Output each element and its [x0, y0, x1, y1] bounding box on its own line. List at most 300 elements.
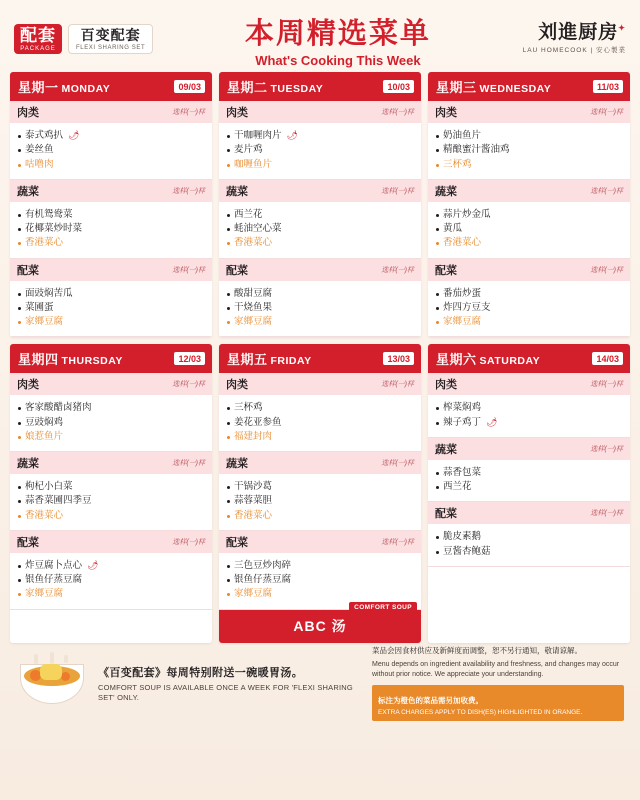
menu-section: [219, 101, 421, 180]
dish-item: [18, 559, 204, 573]
dish-item: [436, 315, 622, 329]
day-name-en: WEDNESDAY: [479, 83, 552, 95]
dish-list: [428, 123, 630, 179]
section-title: 蔬菜: [226, 458, 248, 470]
section-header: [428, 180, 630, 202]
dish-name: 面豉焖苦瓜: [25, 287, 73, 299]
section-note: 选样(一)样: [590, 266, 623, 274]
day-date: 12/03: [174, 352, 205, 365]
day-name-cn: 星期四: [18, 352, 59, 368]
section-title: 肉类: [17, 107, 39, 119]
day-card: [10, 72, 212, 337]
brand-sup-icon: ✦: [618, 24, 626, 34]
section-title: 蔬菜: [226, 185, 248, 198]
section-note: 选样(一)样: [172, 187, 205, 195]
menu-section: [10, 259, 212, 338]
section-note: 选样(一)样: [172, 538, 205, 546]
section-title: 配菜: [435, 264, 457, 277]
steam-icon-2: [50, 652, 54, 664]
dish-name: 炸四方豆支: [443, 301, 491, 313]
flexi-badge-en: FLEXI SHARING SET: [76, 44, 146, 51]
dish-name: 香港菜心: [234, 237, 273, 249]
dish-name: 娘惹鱼片: [25, 430, 64, 442]
section-note: 选样(一)样: [172, 109, 205, 116]
section-note: 选样(一)样: [172, 460, 205, 467]
steam-icon-3: [64, 655, 68, 663]
bullet-icon: [436, 407, 439, 410]
dish-name: 家鄉豆腐: [234, 316, 273, 327]
page-header: [10, 8, 630, 70]
bullet-icon: [436, 242, 439, 245]
bullet-icon: [227, 164, 230, 167]
dish-name: 客家酸醋卤猪肉: [25, 402, 92, 414]
dish-name: 干咖喱肉片: [234, 130, 282, 141]
dish-list: [428, 460, 630, 502]
soup-bowl-icon: [16, 654, 88, 714]
bullet-icon: [18, 214, 21, 217]
chili-icon: 🌶: [87, 559, 99, 570]
section-header: [428, 438, 630, 460]
dish-item: [18, 158, 204, 172]
dish-item: [436, 208, 622, 222]
package-badge: [14, 24, 153, 55]
dish-item: [18, 315, 204, 329]
bullet-icon: [18, 307, 21, 310]
section-title: 配菜: [17, 536, 39, 549]
package-badge-cn: 配套: [20, 25, 56, 45]
section-header: [219, 101, 421, 123]
section-note: 选样(一)样: [381, 109, 414, 116]
dish-name: 姜花亚参鱼: [234, 416, 282, 428]
section-header: [10, 101, 212, 123]
dish-item: [436, 530, 622, 544]
bullet-icon: [18, 293, 21, 296]
brand-logo: [523, 23, 626, 54]
dish-name: 咖喱鱼片: [234, 158, 273, 170]
dish-name: 蒜蓉菜胆: [234, 495, 273, 507]
dish-list: [428, 524, 630, 566]
dish-name: 有机鸳鸯菜: [25, 208, 73, 220]
promo-text-cn: 《百变配套》每周特别附送一碗暖胃汤。: [98, 666, 304, 679]
dish-item: [436, 143, 622, 157]
day-name-cn: 星期六: [436, 352, 477, 368]
bullet-icon: [227, 565, 230, 568]
dish-list: [428, 395, 630, 437]
notice-text-en: Menu depends on ingredient availability and freshness, and changes may occur without prior notice. We appreciate your understanding.: [372, 660, 620, 678]
bullet-icon: [18, 321, 21, 324]
dish-item: [227, 143, 413, 157]
section-note: 选样(一)样: [381, 266, 414, 274]
day-header: [219, 344, 421, 373]
dish-name: 姜丝鱼: [25, 144, 54, 156]
dish-list: [428, 281, 630, 337]
section-title: 肉类: [435, 379, 457, 392]
day-card: [219, 344, 421, 642]
section-title: 蔬菜: [435, 185, 457, 198]
dish-item: [18, 208, 204, 222]
dish-list: [219, 474, 421, 530]
comfort-soup-strip: [219, 603, 421, 643]
day-name-cn: 星期五: [227, 352, 268, 368]
day-name-en: THURSDAY: [61, 355, 123, 368]
dish-item: [227, 287, 413, 301]
notice-text-cn: 菜品会因食材供应及新鲜度而调整，恕不另行通知，敬请谅解。: [372, 646, 582, 656]
dish-list: [10, 202, 212, 258]
dish-item: [436, 158, 622, 172]
dish-item: [18, 401, 204, 415]
dish-list: [219, 202, 421, 258]
section-note: 选样(一)样: [381, 381, 414, 389]
dish-item: [18, 143, 204, 157]
bullet-icon: [227, 307, 230, 310]
dish-list: [10, 395, 212, 451]
package-badge-red: [14, 24, 62, 54]
dish-name: 豆豉焖鸡: [25, 416, 64, 428]
day-date: 13/03: [383, 352, 414, 365]
dish-name: 香港菜心: [25, 237, 64, 249]
day-name: [436, 349, 540, 368]
day-header: [428, 72, 630, 101]
bullet-icon: [227, 579, 230, 582]
bullet-icon: [436, 536, 439, 539]
comfort-soup-name: ABC 汤: [293, 617, 347, 634]
day-name-cn: 星期二: [227, 80, 268, 95]
section-note: 选样(一)样: [590, 187, 623, 195]
dish-name: 奶油鱼片: [443, 130, 482, 141]
dish-name: 花椰菜炒时菜: [25, 223, 83, 234]
day-header: [10, 72, 212, 101]
section-header: [10, 180, 212, 202]
dish-item: [436, 401, 622, 415]
day-header: [10, 344, 212, 373]
bullet-icon: [227, 214, 230, 217]
dish-name: 干锅沙葛: [234, 481, 273, 492]
dish-name: 银鱼仔蒸豆腐: [25, 574, 83, 585]
day-date: 14/03: [592, 352, 623, 365]
menu-section: [219, 259, 421, 338]
bullet-icon: [18, 593, 21, 596]
day-date: 09/03: [174, 80, 205, 93]
section-title: 配菜: [226, 264, 248, 277]
section-note: 选样(一)样: [172, 381, 205, 389]
dish-item: [18, 236, 204, 250]
dish-list: [219, 553, 421, 609]
dish-name: 蚝油空心菜: [234, 223, 282, 234]
dish-name: 银鱼仔蒸豆腐: [234, 574, 292, 585]
dish-name: 干烧鱼果: [234, 301, 273, 313]
dish-item: [18, 430, 204, 444]
chili-icon: 🌶: [486, 416, 498, 427]
dish-item: [227, 480, 413, 494]
dish-name: 番茄炒蛋: [443, 287, 482, 299]
section-title: 配菜: [435, 508, 457, 521]
dish-item: [436, 301, 622, 315]
brand-name-en: LAU HOMECOOK | 安心製業: [522, 47, 626, 55]
section-note: 选样(一)样: [590, 510, 623, 518]
day-header: [219, 72, 421, 101]
menu-section: [428, 502, 630, 567]
page-title: [153, 11, 522, 68]
bullet-icon: [227, 593, 230, 596]
bullet-icon: [436, 321, 439, 324]
bullet-icon: [18, 500, 21, 503]
section-header: [428, 259, 630, 281]
dish-item: [18, 222, 204, 236]
bullet-icon: [18, 149, 21, 152]
section-header: [219, 452, 421, 474]
section-title: 肉类: [17, 379, 39, 392]
dish-name: 蒜香包菜: [443, 466, 482, 478]
dish-list: [219, 123, 421, 179]
dish-item: [227, 509, 413, 523]
bullet-icon: [227, 228, 230, 231]
menu-section: [10, 180, 212, 259]
dish-list: [219, 395, 421, 451]
dish-name: 家鄉豆腐: [25, 316, 64, 327]
bullet-icon: [227, 321, 230, 324]
menu-section: [428, 373, 630, 438]
dish-name: 酸甜豆腐: [234, 287, 273, 299]
dish-name: 香港菜心: [443, 237, 482, 249]
section-title: 配菜: [226, 536, 248, 549]
brand-name-cn-text: 刘進厨房: [538, 22, 619, 44]
dish-name: 豆酱杏鲍菇: [443, 545, 491, 557]
notice-block: [372, 646, 624, 721]
section-header: [219, 373, 421, 395]
dish-name: 家鄉豆腐: [234, 588, 273, 600]
dish-name: 咕噜肉: [25, 158, 54, 170]
dish-item: [227, 587, 413, 601]
section-note: 选样(一)样: [381, 187, 414, 195]
bullet-icon: [18, 565, 21, 568]
bullet-icon: [436, 307, 439, 310]
flexi-badge-cn: 百变配套: [80, 26, 141, 43]
steam-icon: [34, 654, 38, 664]
bullet-icon: [436, 135, 439, 138]
dish-name: 香港菜心: [25, 509, 64, 521]
section-header: [10, 373, 212, 395]
bullet-icon: [18, 436, 21, 439]
section-header: [428, 101, 630, 123]
dish-item: [227, 430, 413, 444]
day-name-en: MONDAY: [61, 83, 111, 95]
section-header: [10, 531, 212, 553]
day-card: [10, 344, 212, 642]
section-note: 选样(一)样: [381, 538, 414, 546]
dish-name: 麦片鸡: [234, 144, 263, 156]
dish-item: [18, 494, 204, 508]
flexi-badge: [68, 24, 153, 55]
dish-name: 蒜片炒金瓜: [443, 208, 491, 220]
page-footer: [10, 643, 630, 719]
menu-section: [428, 180, 630, 259]
day-name: [436, 77, 551, 96]
dish-item: [436, 480, 622, 494]
section-note: 选样(一)样: [590, 381, 623, 389]
day-name-cn: 星期三: [436, 80, 477, 95]
dish-name: 家鄉豆腐: [25, 588, 64, 600]
bullet-icon: [227, 407, 230, 410]
bullet-icon: [436, 228, 439, 231]
dish-name: 枸杞小白菜: [25, 481, 73, 492]
section-title: 蔬菜: [17, 185, 39, 198]
menu-section: [219, 373, 421, 452]
bullet-icon: [436, 214, 439, 217]
menu-section: [219, 180, 421, 259]
dish-item: [436, 466, 622, 480]
dish-item: [227, 573, 413, 587]
section-header: [10, 259, 212, 281]
bullet-icon: [18, 486, 21, 489]
chili-icon: 🌶: [286, 130, 298, 140]
day-date: 11/03: [593, 80, 623, 93]
bullet-icon: [227, 436, 230, 439]
dish-name: 西兰花: [234, 208, 263, 220]
day-name-en: FRIDAY: [270, 355, 312, 368]
dish-name: 三杯鸡: [443, 158, 472, 170]
dish-item: [227, 301, 413, 315]
day-name: [227, 77, 323, 96]
dish-name: 炸豆腐卜点心: [25, 559, 83, 571]
day-name-en: TUESDAY: [270, 83, 324, 95]
bullet-icon: [227, 149, 230, 152]
page-title-en: What's Cooking This Week: [255, 52, 421, 68]
dish-name: 香港菜心: [234, 509, 273, 521]
dish-item: [18, 287, 204, 301]
extra-charge-badge: [372, 685, 624, 721]
promo-text-en: COMFORT SOUP IS AVAILABLE ONCE A WEEK FOR 'FLEXI SHARING SET' ONLY.: [98, 682, 353, 702]
section-note: 选样(一)样: [381, 460, 414, 467]
section-note: 选样(一)样: [172, 266, 205, 274]
dish-item: [436, 545, 622, 559]
dish-item: [18, 129, 204, 143]
bullet-icon: [436, 551, 439, 554]
section-title: 配菜: [17, 264, 39, 277]
dish-item: [227, 494, 413, 508]
page-title-cn: 本周精选菜单: [244, 15, 431, 50]
extra-charge-badge-en: EXTRA CHARGES APPLY TO DISH(ES) HIGHLIGHTED IN ORANGE.: [378, 709, 583, 717]
card-spacer: [10, 610, 212, 643]
dish-item: [18, 587, 204, 601]
bullet-icon: [227, 242, 230, 245]
dish-list: [428, 202, 630, 258]
dish-item: [18, 416, 204, 430]
section-header: [219, 259, 421, 281]
section-note: 选样(一)样: [590, 445, 623, 453]
section-title: 蔬菜: [435, 443, 457, 456]
dish-item: [227, 129, 413, 143]
bullet-icon: [227, 515, 230, 518]
section-header: [428, 502, 630, 524]
chili-icon: 🌶: [68, 130, 80, 140]
menu-section: [10, 373, 212, 452]
day-name-en: SATURDAY: [479, 355, 541, 368]
bullet-icon: [227, 486, 230, 489]
bullet-icon: [436, 149, 439, 152]
dish-list: [219, 281, 421, 337]
dish-list: [10, 553, 212, 609]
dish-item: [227, 559, 413, 573]
dish-item: [436, 129, 622, 143]
dish-item: [18, 509, 204, 523]
day-date: 10/03: [383, 80, 414, 93]
brand-name-cn: [523, 23, 626, 44]
dish-name: 蒜香菜圃四季豆: [25, 495, 92, 507]
bullet-icon: [18, 407, 21, 410]
dish-item: [227, 416, 413, 430]
bullet-icon: [436, 486, 439, 489]
day-card: [428, 72, 630, 337]
comfort-soup-tag: COMFORT SOUP: [349, 602, 417, 613]
menu-section: [428, 101, 630, 180]
carrot-shape-2: [61, 672, 70, 681]
day-name: [18, 349, 123, 368]
dish-name: 三色豆炒肉碎: [234, 559, 292, 571]
bullet-icon: [436, 293, 439, 296]
menu-section: [10, 531, 212, 610]
dish-name: 三杯鸡: [234, 402, 263, 414]
dish-item: [227, 222, 413, 236]
dish-name: 西兰花: [443, 481, 472, 492]
dish-list: [10, 281, 212, 337]
dish-item: [227, 158, 413, 172]
dish-name: 泰式鸡扒: [25, 130, 64, 141]
dish-item: [436, 287, 622, 301]
bullet-icon: [227, 500, 230, 503]
menu-section: [10, 101, 212, 180]
bullet-icon: [436, 422, 439, 425]
package-badge-en: PACKAGE: [20, 45, 56, 52]
bullet-icon: [18, 135, 21, 138]
promo-text: [98, 664, 362, 704]
dish-item: [436, 236, 622, 250]
bullet-icon: [227, 293, 230, 296]
section-title: 蔬菜: [17, 458, 39, 470]
bullet-icon: [18, 164, 21, 167]
dish-item: [227, 401, 413, 415]
day-card: [219, 72, 421, 337]
bullet-icon: [436, 472, 439, 475]
card-spacer: [428, 567, 630, 643]
menu-section: [219, 531, 421, 610]
dish-list: [10, 474, 212, 530]
dish-name: 精酿蜜汁酱油鸡: [443, 144, 510, 156]
corn-shape: [40, 664, 62, 680]
bullet-icon: [18, 228, 21, 231]
dish-item: [227, 208, 413, 222]
dish-item: [18, 480, 204, 494]
day-header: [428, 344, 630, 373]
bullet-icon: [18, 579, 21, 582]
extra-charge-badge-cn: 标注为橙色的菜品需另加收费。: [378, 695, 483, 705]
menu-section: [428, 438, 630, 503]
menu-section: [10, 452, 212, 531]
dish-item: [436, 416, 622, 430]
dish-name: 脆皮素鹅: [443, 531, 482, 543]
dish-name: 榨菜焖鸡: [443, 402, 482, 414]
dish-item: [227, 315, 413, 329]
bullet-icon: [18, 515, 21, 518]
menu-section: [219, 452, 421, 531]
bullet-icon: [18, 242, 21, 245]
section-title: 肉类: [226, 107, 248, 119]
day-name: [18, 77, 110, 96]
section-title: 肉类: [435, 107, 457, 119]
menu-section: [428, 259, 630, 338]
section-header: [219, 531, 421, 553]
dish-item: [18, 573, 204, 587]
week-grid: [10, 72, 630, 643]
